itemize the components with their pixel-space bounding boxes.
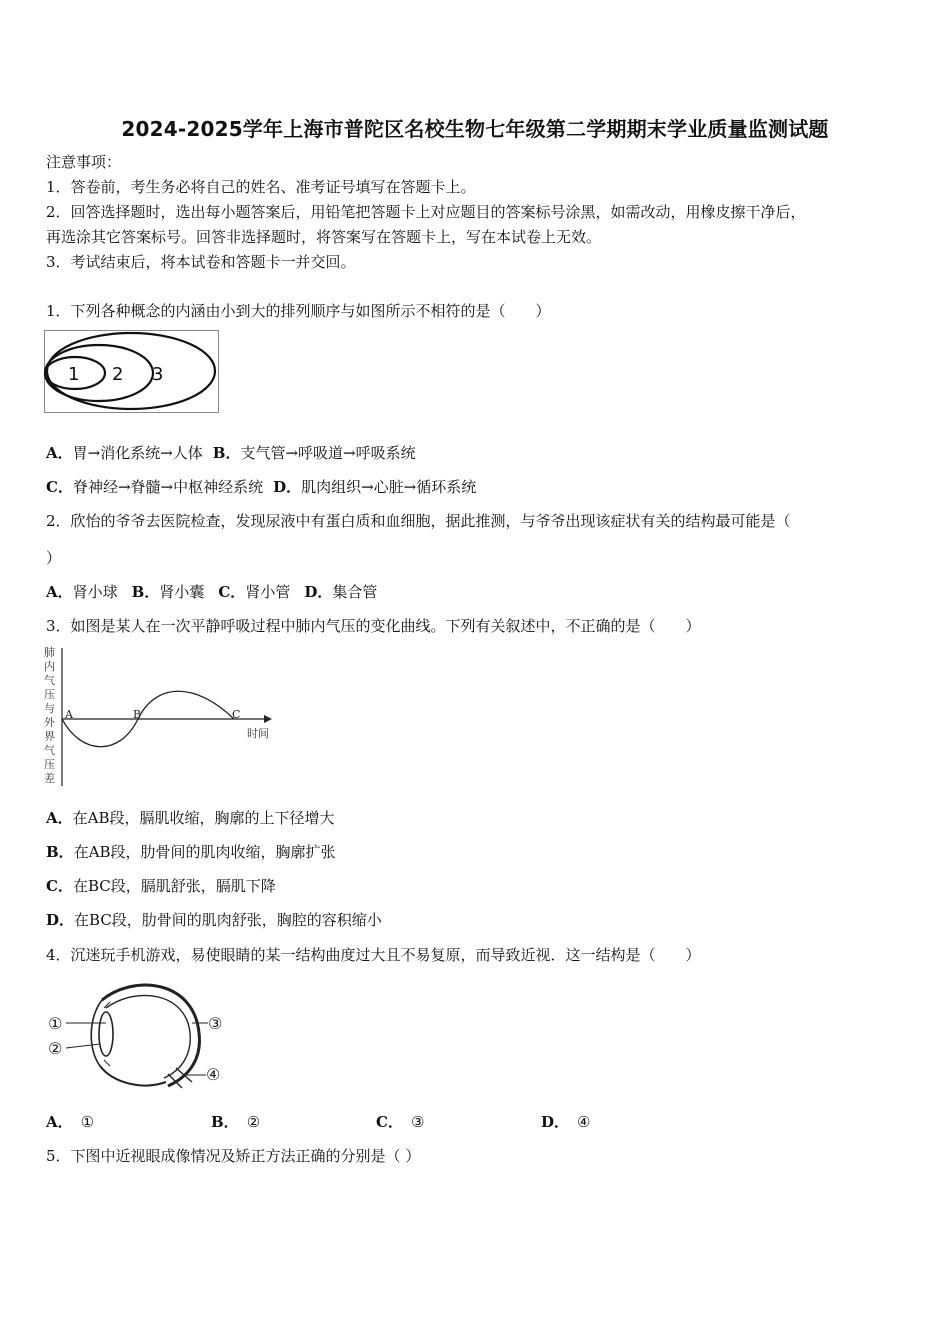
q5-stem: 5．下图中近视眼成像情况及矫正方法正确的分别是（ ） xyxy=(46,1147,421,1165)
q3-option-d xyxy=(46,910,382,930)
option-label: C． xyxy=(46,877,73,895)
q4-option-c xyxy=(376,1112,424,1132)
q2-stem: 2．欣怡的爷爷去医院检查，发现尿液中有蛋白质和血细胞，据此推测，与爷爷出现该症状有关的结构最可能是（ xyxy=(46,512,791,530)
label-4: ④ xyxy=(206,1065,221,1084)
option-text: ④ xyxy=(577,1113,591,1131)
label-1: ① xyxy=(48,1014,63,1033)
option-b-text: 肾小囊 xyxy=(159,583,205,601)
q2-stem-end: ） xyxy=(46,549,62,567)
x-axis-arrow xyxy=(264,715,272,723)
option-text: 在AB段，肋骨间的肌肉收缩，胸廓扩张 xyxy=(73,843,336,861)
y-axis-char: 界 xyxy=(44,730,55,743)
q3-pressure-curve-figure xyxy=(42,644,282,790)
y-axis-char: 肺 xyxy=(44,646,55,659)
ellipse-2 xyxy=(45,345,153,401)
q1-nested-ellipses-figure xyxy=(44,330,220,414)
option-b-label: B． xyxy=(131,583,160,601)
option-text: ③ xyxy=(410,1113,425,1131)
eyeball-inner xyxy=(106,995,190,1078)
lens xyxy=(99,1012,113,1056)
option-a-label: A． xyxy=(46,583,73,601)
y-axis-char: 压 xyxy=(44,758,55,771)
q4-option-b xyxy=(211,1112,260,1132)
notice-item: 1．答卷前，考生务必将自己的姓名、准考证号填写在答题卡上。 xyxy=(46,178,476,196)
option-c-label: C． xyxy=(46,478,73,496)
y-axis-char: 压 xyxy=(44,688,55,701)
q1-stem: 1．下列各种概念的内涵由小到大的排列顺序与如图所示不相符的是（ ） xyxy=(46,302,551,320)
option-c-label: C． xyxy=(218,583,246,601)
notice-heading: 注意事项： xyxy=(46,153,122,171)
notice-item: 3．考试结束后，将本试卷和答题卡一并交回。 xyxy=(46,253,356,271)
ellipse-label-1: 1 xyxy=(68,364,80,385)
option-text: 在BC段，肋骨间的肌肉舒张，胸腔的容积缩小 xyxy=(74,911,382,929)
option-b-label: B． xyxy=(212,444,241,462)
q3-option-c xyxy=(46,876,276,896)
option-d-text: 肌肉组织→心脏→循环系统 xyxy=(301,478,477,496)
option-c-text: 肾小管 xyxy=(245,583,291,601)
y-axis-char: 差 xyxy=(44,772,55,785)
option-label: B． xyxy=(211,1113,239,1131)
y-axis-char: 外 xyxy=(44,716,55,729)
q1-options-ab xyxy=(46,443,416,463)
option-label: A． xyxy=(46,1113,73,1131)
option-a-text: 胃→消化系统→人体 xyxy=(72,444,203,462)
label-2: ② xyxy=(48,1039,63,1058)
option-text: 在BC段，膈肌舒张，膈肌下降 xyxy=(72,877,276,895)
option-label: A． xyxy=(46,809,73,827)
notice-item: 2．回答选择题时，选出每小题答案后，用铅笔把答题卡上对应题目的答案标号涂黑，如需改动，用橡皮擦干净后， xyxy=(46,203,806,221)
y-axis-char: 内 xyxy=(44,660,55,673)
y-axis-char: 与 xyxy=(44,702,55,715)
eyeball-lower xyxy=(100,1066,166,1085)
option-label: D． xyxy=(541,1113,570,1131)
x-axis-label: 时间 xyxy=(247,727,269,740)
page-title: 2024-2025学年上海市普陀区名校生物七年级第二学期期末学业质量监测试题 xyxy=(121,117,829,141)
q2-options xyxy=(46,582,377,602)
cornea xyxy=(91,1000,102,1066)
option-d-label: D． xyxy=(304,583,333,601)
option-d-text: 集合管 xyxy=(332,583,378,601)
y-axis-char: 气 xyxy=(44,674,55,687)
point-label-a: A xyxy=(65,708,73,721)
label-3: ③ xyxy=(208,1014,223,1033)
point-label-b: B xyxy=(133,708,142,721)
notice-item: 再选涂其它答案标号。回答非选择题时，将答案写在答题卡上，写在本试卷上无效。 xyxy=(46,228,602,246)
option-c-text: 脊神经→脊髓→中枢神经系统 xyxy=(72,478,264,496)
point-label-c: C xyxy=(232,708,241,721)
option-text: 在AB段，膈肌收缩，胸廓的上下径增大 xyxy=(72,809,335,827)
option-text: ② xyxy=(246,1113,261,1131)
option-label: D． xyxy=(46,911,75,929)
q1-options-cd xyxy=(46,477,476,497)
option-a-text: 肾小球 xyxy=(72,583,118,601)
q3-option-b xyxy=(46,842,336,862)
q3-option-a xyxy=(46,808,335,828)
option-text: ① xyxy=(80,1113,95,1131)
y-axis-char: 气 xyxy=(44,744,55,757)
option-label: C． xyxy=(376,1113,403,1131)
option-a-label: A． xyxy=(46,444,73,462)
option-label: B． xyxy=(46,843,74,861)
q3-stem: 3．如图是某人在一次平静呼吸过程中肺内气压的变化曲线。下列有关叙述中，不正确的是（ ） xyxy=(46,617,701,635)
q4-option-d xyxy=(541,1112,590,1132)
q4-stem: 4．沉迷玩手机游戏，易使眼睛的某一结构曲度过大且不易复原，而导致近视．这一结构是（ ） xyxy=(46,946,701,964)
ellipse-label-2: 2 xyxy=(112,364,124,385)
q4-eyeball-figure xyxy=(44,978,234,1092)
option-d-label: D． xyxy=(273,478,302,496)
q4-option-a xyxy=(46,1112,94,1132)
eyeball-outer xyxy=(102,985,199,1086)
ellipse-label-3: 3 xyxy=(152,364,164,385)
option-b-text: 支气管→呼吸道→呼吸系统 xyxy=(240,444,416,462)
